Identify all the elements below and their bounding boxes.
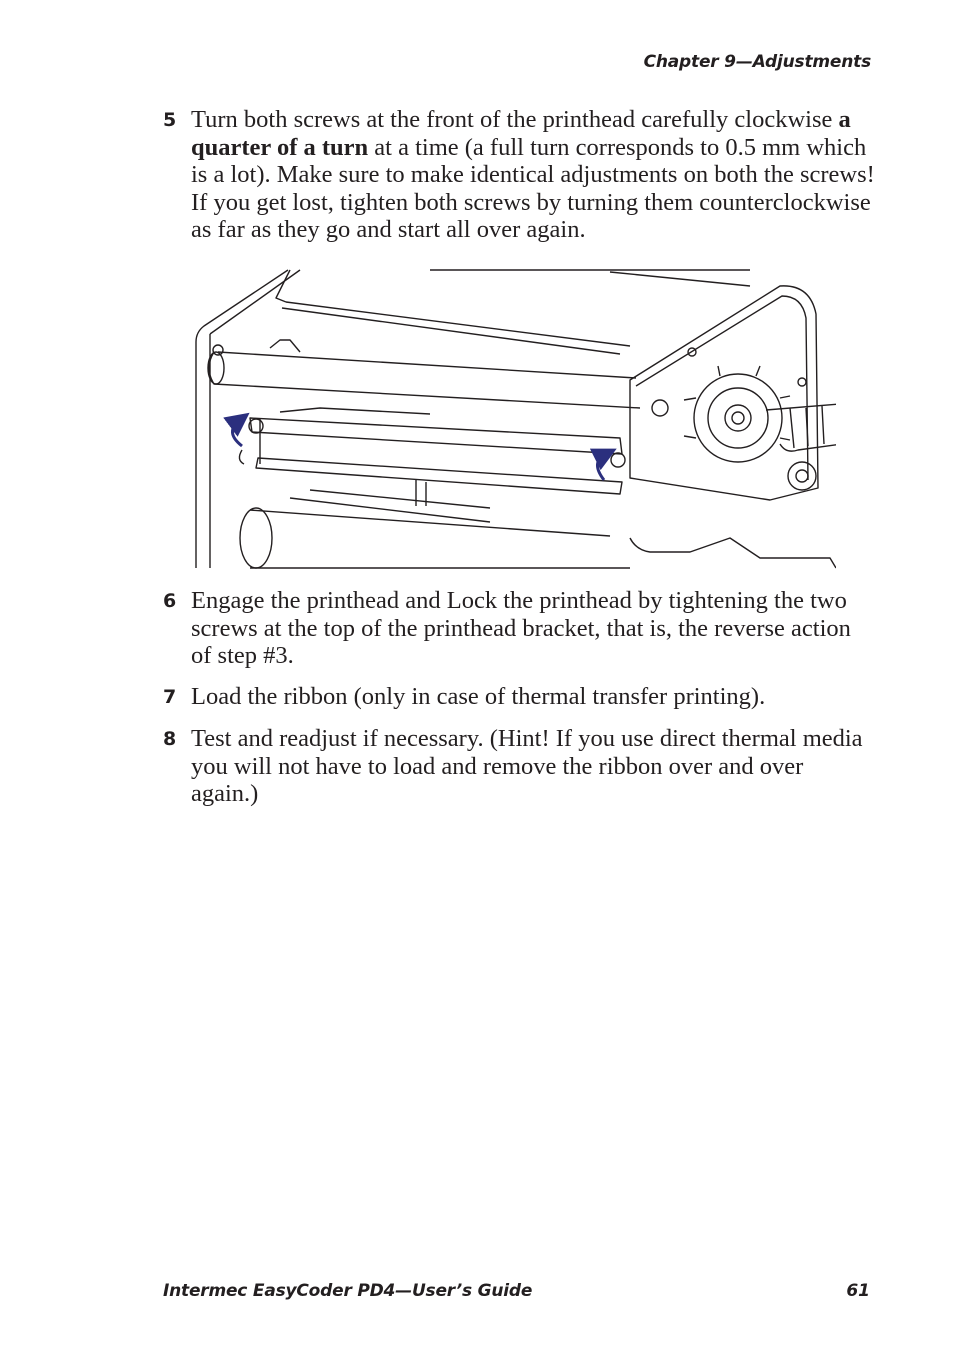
step-number: 7 bbox=[163, 686, 177, 708]
step-text: Engage the printhead and Lock the printhead by tightening the two screws at the top of the printhead bracket, that is, the reverse action of step #3. bbox=[191, 587, 851, 669]
step-6 bbox=[163, 587, 875, 670]
page-number: 61 bbox=[846, 1281, 870, 1301]
printhead-adjustment-illustration bbox=[190, 268, 836, 570]
printhead bbox=[250, 418, 622, 454]
step-number: 5 bbox=[163, 109, 177, 131]
ribbon-roller bbox=[209, 352, 640, 408]
rotation-arrow bbox=[232, 420, 242, 446]
step-text: Test and readjust if necessary. (Hint! If you use direct thermal media you will not have to load and remove the ribbon over and over again.) bbox=[191, 725, 863, 807]
step-number: 8 bbox=[163, 728, 177, 750]
footer-title: Intermec EasyCoder PD4—User’s Guide bbox=[163, 1281, 533, 1301]
step-5 bbox=[163, 106, 875, 244]
step-text: Load the ribbon (only in case of thermal transfer printing). bbox=[191, 683, 766, 710]
step-text-part: Turn both screws at the front of the printhead carefully clockwise bbox=[191, 106, 839, 133]
platen-roller bbox=[250, 510, 630, 568]
step-8 bbox=[163, 725, 875, 808]
step-text bbox=[191, 106, 875, 244]
step-text-part: at a time (a full turn corresponds to 0.5 mm which is a lot). Make sure to make identical adjustments on both the screws! If you get lost, tighten both screws by turning them counterclockwise as far as they go and start all over again. bbox=[191, 133, 875, 243]
printhead-drawing bbox=[190, 268, 836, 570]
step-emphasis: a quarter of a turn bbox=[191, 106, 851, 161]
release-lever bbox=[766, 404, 836, 451]
top-cover bbox=[276, 270, 630, 354]
step-7 bbox=[163, 683, 875, 711]
rotation-arrow bbox=[597, 454, 606, 480]
chapter-header: Chapter 9—Adjustments bbox=[643, 52, 871, 72]
step-number: 6 bbox=[163, 590, 177, 612]
adjustment-knob bbox=[684, 366, 790, 462]
